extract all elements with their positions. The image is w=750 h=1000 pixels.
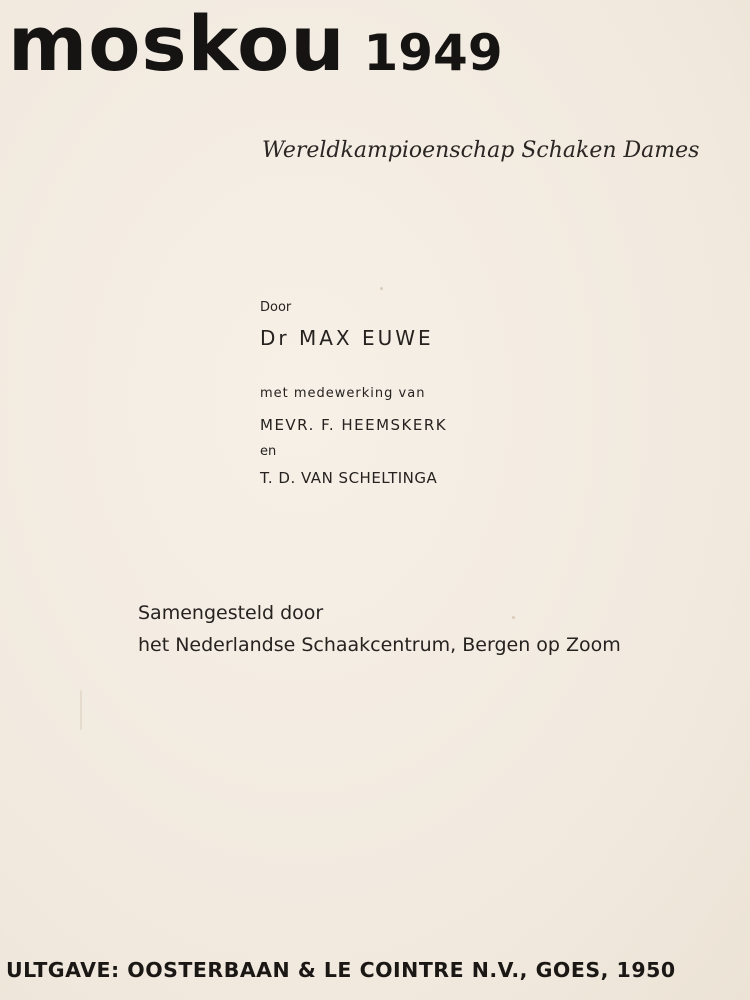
and-label: en <box>260 444 277 459</box>
compiling-organization: het Nederlandse Schaakcentrum, Bergen op Zoom <box>138 634 621 656</box>
compiled-by-label: Samengesteld door <box>138 602 324 624</box>
paper-speck <box>380 287 383 290</box>
publisher-line: ULTGAVE: OOSTERBAAN & LE COINTRE N.V., GOES, 1950 <box>6 958 676 982</box>
paper-speck <box>80 690 82 730</box>
contributor-1: MEVR. F. HEEMSKERK <box>260 416 448 434</box>
door-label: Door <box>260 300 292 315</box>
paper-speck <box>512 616 515 619</box>
title-city: moskou <box>8 0 346 88</box>
book-title <box>8 0 503 88</box>
title-year: 1949 <box>363 24 503 82</box>
book-subtitle: Wereldkampioenschap Schaken Dames <box>262 138 700 163</box>
collaboration-label: met medewerking van <box>260 386 426 401</box>
contributor-2: T. D. VAN SCHELTINGA <box>260 469 438 487</box>
author-name: Dr MAX EUWE <box>260 326 434 350</box>
